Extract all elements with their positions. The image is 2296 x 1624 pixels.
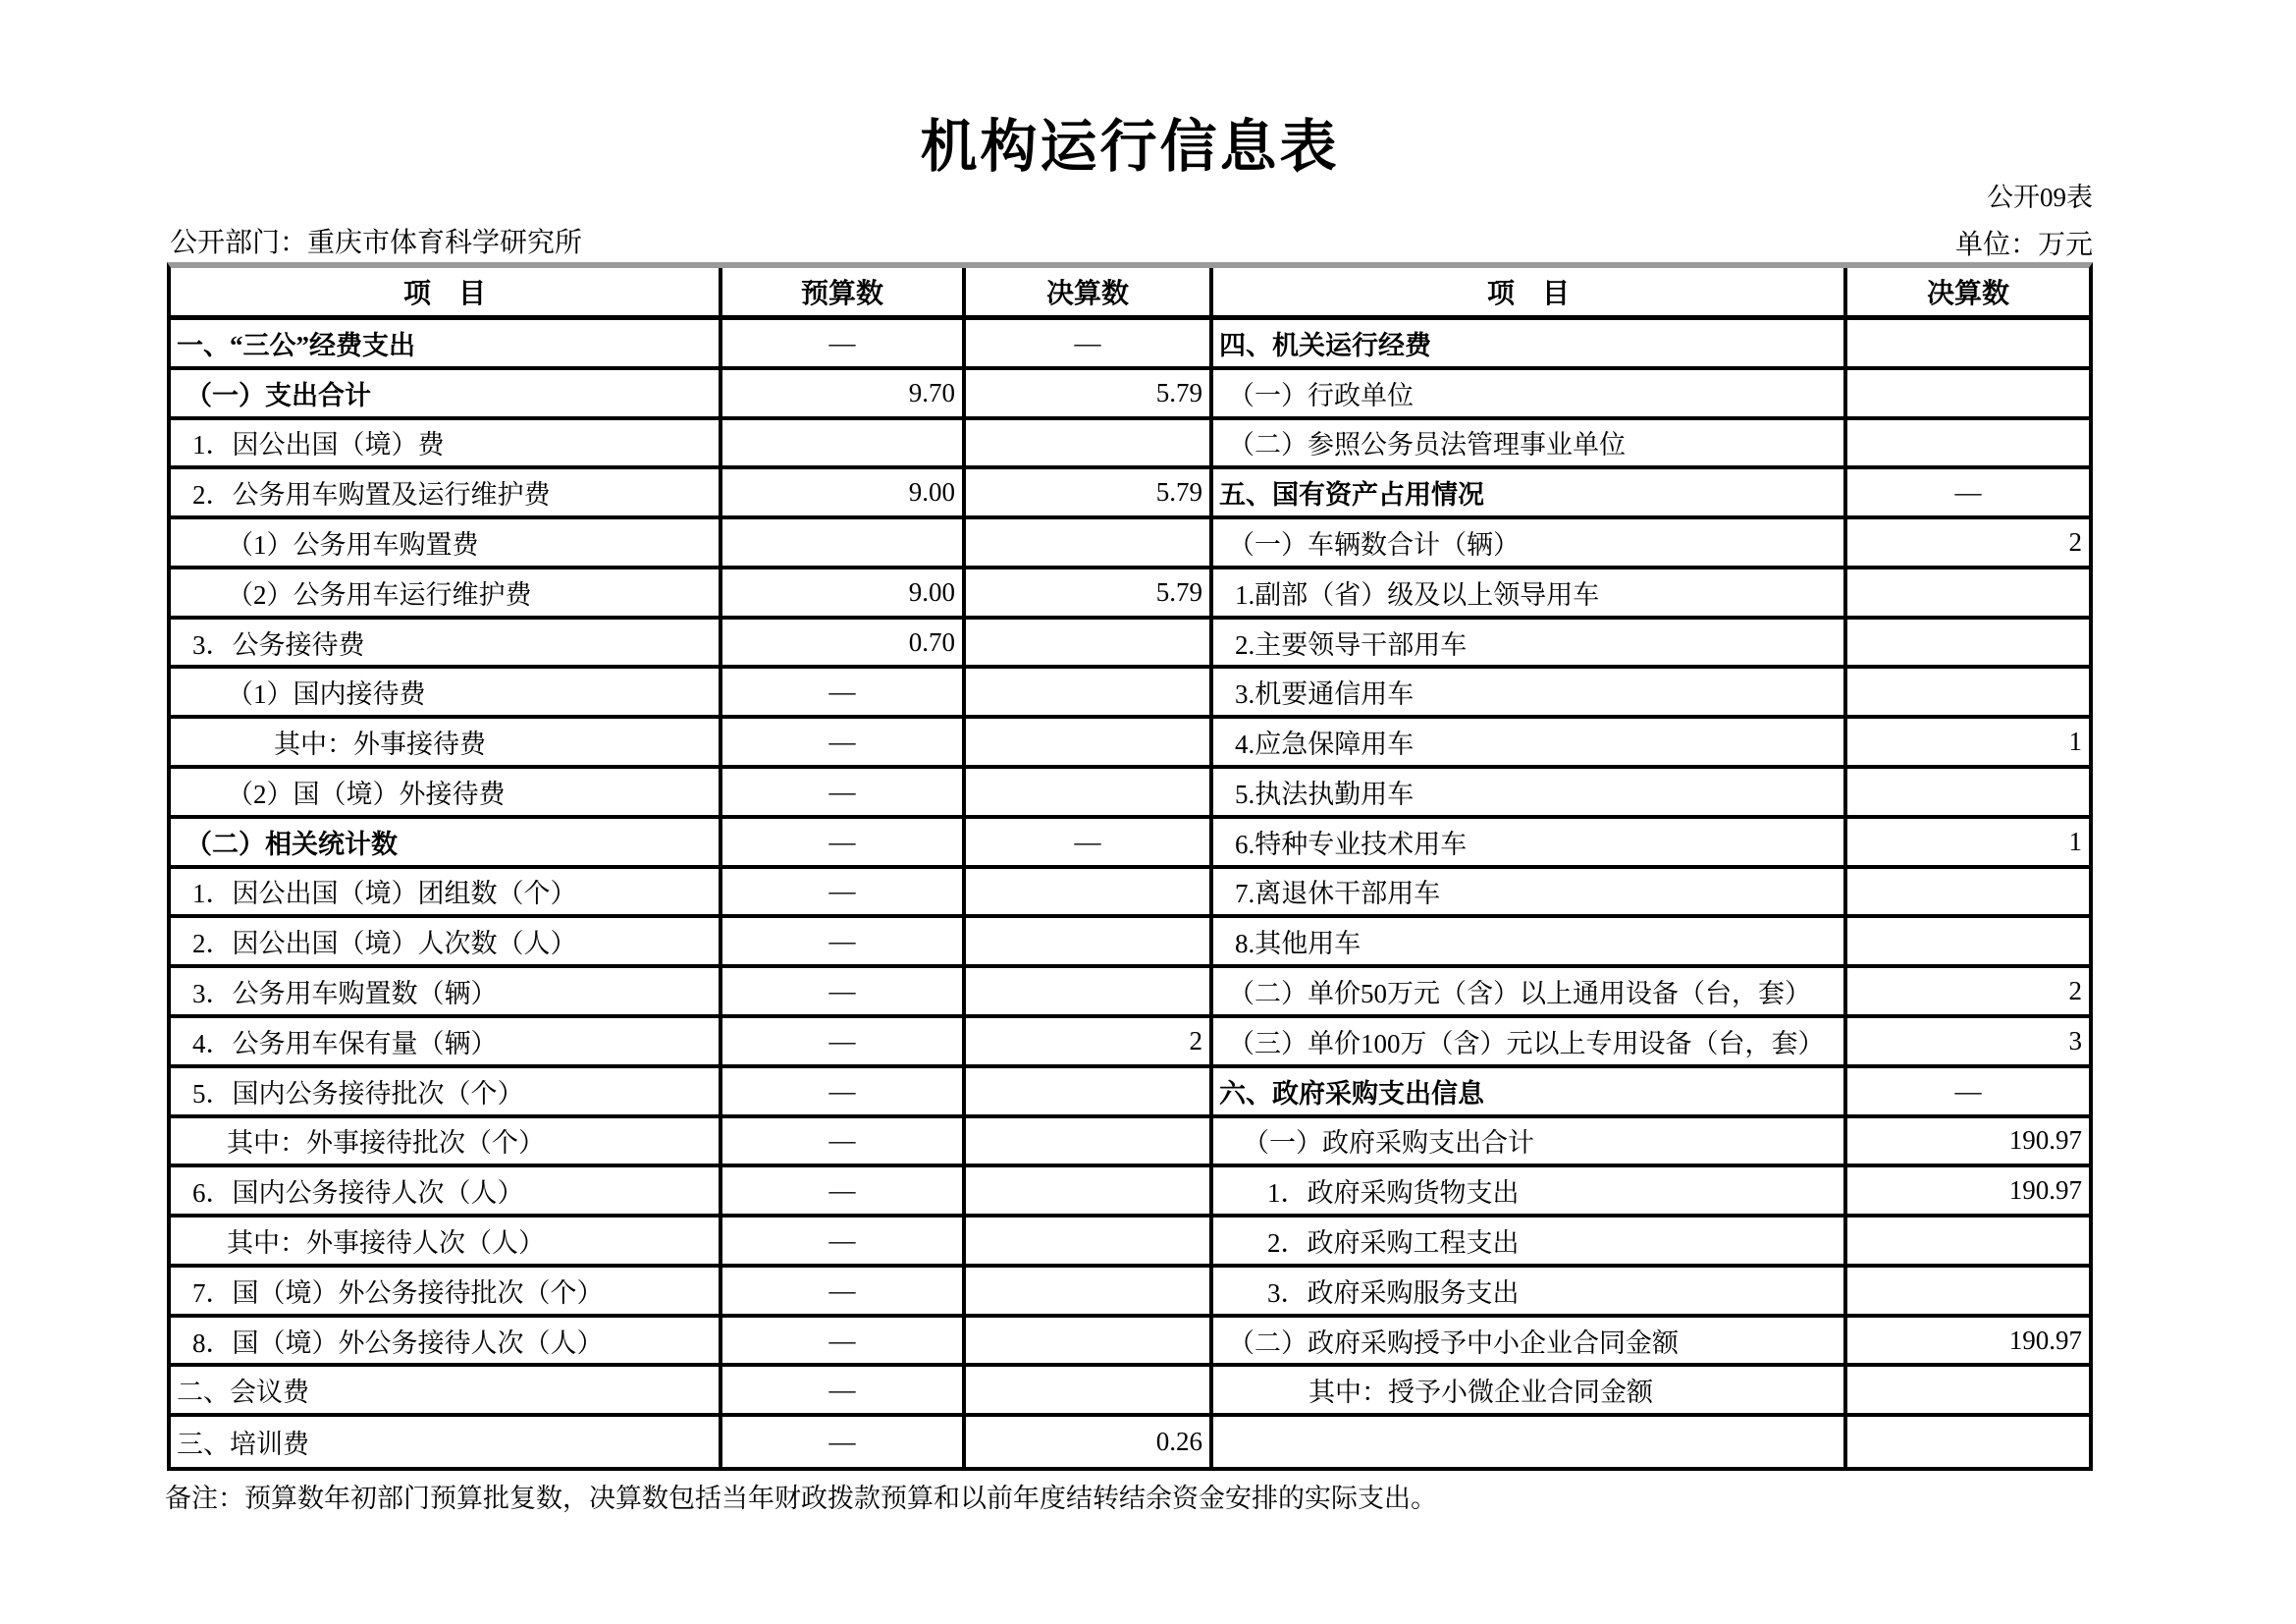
final-value-cell-left: 5.79 [966, 469, 1213, 519]
item-cell-left: （一）支出合计 [171, 370, 722, 420]
final-value-cell-right: 190.97 [1847, 1318, 2089, 1368]
item-cell-left: 4．公务用车保有量（辆） [171, 1018, 722, 1068]
item-cell-right: 3．政府采购服务支出 [1213, 1268, 1847, 1318]
budget-value-cell: — [722, 769, 966, 819]
budget-value-cell: 9.00 [722, 569, 966, 620]
budget-value-cell: — [722, 719, 966, 769]
final-value-cell-right [1847, 1417, 2089, 1467]
final-value-cell-left [966, 769, 1213, 819]
final-value-cell-left [966, 1068, 1213, 1118]
item-cell-left: （2）公务用车运行维护费 [171, 569, 722, 620]
final-value-cell-right [1847, 669, 2089, 719]
item-cell-right: 四、机关运行经费 [1213, 320, 1847, 370]
item-cell-left: 1．因公出国（境）团组数（个） [171, 869, 722, 919]
item-cell-right: （一）车辆数合计（辆） [1213, 519, 1847, 569]
item-cell-left: （1）公务用车购置费 [171, 519, 722, 569]
budget-value-cell: — [722, 1318, 966, 1368]
final-value-cell-left [966, 620, 1213, 670]
final-value-cell-right: — [1847, 1068, 2089, 1118]
item-cell-right: 5.执法执勤用车 [1213, 769, 1847, 819]
final-value-cell-left [966, 869, 1213, 919]
item-cell-left: 7．国（境）外公务接待批次（个） [171, 1268, 722, 1318]
item-cell-right: 五、国有资产占用情况 [1213, 469, 1847, 519]
final-value-cell-right: 1 [1847, 719, 2089, 769]
final-value-cell-left [966, 1218, 1213, 1268]
budget-value-cell: — [722, 1367, 966, 1417]
final-value-cell-right [1847, 420, 2089, 470]
final-value-cell-right: 3 [1847, 1018, 2089, 1068]
footnote: 备注：预算数年初部门预算批复数，决算数包括当年财政拨款预算和以前年度结转结余资金安排的实际支出。 [165, 1484, 1437, 1513]
item-cell-left: 5．国内公务接待批次（个） [171, 1068, 722, 1118]
final-value-cell-right [1847, 869, 2089, 919]
item-cell-right: 六、政府采购支出信息 [1213, 1068, 1847, 1118]
final-value-cell-right [1847, 1268, 2089, 1318]
budget-value-cell: — [722, 1167, 966, 1218]
item-cell-right: 1.副部（省）级及以上领导用车 [1213, 569, 1847, 620]
item-cell-right: （二）单价50万元（含）以上通用设备（台，套） [1213, 968, 1847, 1018]
item-cell-right: （二）参照公务员法管理事业单位 [1213, 420, 1847, 470]
form-code-label: 公开09表 [1987, 183, 2093, 212]
item-cell-left: 2．因公出国（境）人次数（人） [171, 918, 722, 968]
item-cell-left: 二、会议费 [171, 1367, 722, 1417]
page-title: 机构运行信息表 [920, 115, 1340, 179]
final-value-cell-right [1847, 620, 2089, 670]
budget-value-cell: 9.70 [722, 370, 966, 420]
final-value-cell-left [966, 1118, 1213, 1168]
item-cell-left: 三、培训费 [171, 1417, 722, 1467]
final-value-cell-left [966, 1167, 1213, 1218]
header-item-right: 项 目 [1213, 268, 1847, 320]
unit-label: 单位：万元 [1954, 230, 2093, 260]
item-cell-right: 4.应急保障用车 [1213, 719, 1847, 769]
final-value-cell-left [966, 719, 1213, 769]
final-value-cell-right: 190.97 [1847, 1167, 2089, 1218]
item-cell-right: （一）政府采购支出合计 [1213, 1118, 1847, 1168]
item-cell-left: （1）国内接待费 [171, 669, 722, 719]
final-value-cell-right [1847, 569, 2089, 620]
item-cell-left: 其中：外事接待批次（个） [171, 1118, 722, 1168]
budget-value-cell: — [722, 869, 966, 919]
budget-value-cell: — [722, 1268, 966, 1318]
final-value-cell-right: 190.97 [1847, 1118, 2089, 1168]
item-cell-left: 8．国（境）外公务接待人次（人） [171, 1318, 722, 1368]
item-cell-left: （2）国（境）外接待费 [171, 769, 722, 819]
budget-value-cell: — [722, 918, 966, 968]
budget-value-cell: — [722, 1018, 966, 1068]
item-cell-left: （二）相关统计数 [171, 819, 722, 869]
final-value-cell-right [1847, 370, 2089, 420]
header-item-left: 项 目 [171, 268, 722, 320]
item-cell-right [1213, 1417, 1847, 1467]
budget-value-cell: — [722, 1417, 966, 1467]
item-cell-right: 7.离退休干部用车 [1213, 869, 1847, 919]
header-final-left: 决算数 [966, 268, 1213, 320]
item-cell-right: 其中：授予小微企业合同金额 [1213, 1367, 1847, 1417]
item-cell-right: 1．政府采购货物支出 [1213, 1167, 1847, 1218]
final-value-cell-right: 2 [1847, 519, 2089, 569]
final-value-cell-left: 2 [966, 1018, 1213, 1068]
item-cell-left: 2．公务用车购置及运行维护费 [171, 469, 722, 519]
item-cell-left: 其中：外事接待人次（人） [171, 1218, 722, 1268]
final-value-cell-left: — [966, 819, 1213, 869]
budget-value-cell: — [722, 1118, 966, 1168]
item-cell-right: （二）政府采购授予中小企业合同金额 [1213, 1318, 1847, 1368]
budget-value-cell [722, 519, 966, 569]
final-value-cell-left: 5.79 [966, 370, 1213, 420]
final-value-cell-right [1847, 320, 2089, 370]
item-cell-left: 其中：外事接待费 [171, 719, 722, 769]
budget-value-cell: — [722, 1218, 966, 1268]
budget-value-cell: — [722, 819, 966, 869]
item-cell-left: 3．公务接待费 [171, 620, 722, 670]
item-cell-right: 2．政府采购工程支出 [1213, 1218, 1847, 1268]
final-value-cell-left [966, 1268, 1213, 1318]
item-cell-right: （三）单价100万（含）元以上专用设备（台，套） [1213, 1018, 1847, 1068]
item-cell-left: 1．因公出国（境）费 [171, 420, 722, 470]
final-value-cell-left [966, 420, 1213, 470]
item-cell-left: 3．公务用车购置数（辆） [171, 968, 722, 1018]
final-value-cell-left [966, 918, 1213, 968]
budget-value-cell: — [722, 669, 966, 719]
item-cell-left: 6．国内公务接待人次（人） [171, 1167, 722, 1218]
final-value-cell-right [1847, 1218, 2089, 1268]
final-value-cell-right: 1 [1847, 819, 2089, 869]
final-value-cell-right [1847, 769, 2089, 819]
info-table [167, 262, 2093, 1471]
final-value-cell-left: 5.79 [966, 569, 1213, 620]
budget-value-cell: — [722, 968, 966, 1018]
final-value-cell-left [966, 1367, 1213, 1417]
final-value-cell-left: — [966, 320, 1213, 370]
department-label: 公开部门：重庆市体育科学研究所 [170, 228, 583, 258]
final-value-cell-right: — [1847, 469, 2089, 519]
final-value-cell-left [966, 669, 1213, 719]
final-value-cell-right [1847, 1367, 2089, 1417]
item-cell-right: 8.其他用车 [1213, 918, 1847, 968]
budget-value-cell: — [722, 320, 966, 370]
item-cell-right: 3.机要通信用车 [1213, 669, 1847, 719]
final-value-cell-left [966, 968, 1213, 1018]
item-cell-right: 6.特种专业技术用车 [1213, 819, 1847, 869]
budget-value-cell: 9.00 [722, 469, 966, 519]
final-value-cell-right [1847, 918, 2089, 968]
header-budget-left: 预算数 [722, 268, 966, 320]
item-cell-right: 2.主要领导干部用车 [1213, 620, 1847, 670]
budget-value-cell: 0.70 [722, 620, 966, 670]
final-value-cell-left [966, 1318, 1213, 1368]
item-cell-right: （一）行政单位 [1213, 370, 1847, 420]
item-cell-left: 一、“三公”经费支出 [171, 320, 722, 370]
final-value-cell-left [966, 519, 1213, 569]
budget-value-cell: — [722, 1068, 966, 1118]
final-value-cell-right: 2 [1847, 968, 2089, 1018]
final-value-cell-left: 0.26 [966, 1417, 1213, 1467]
budget-value-cell [722, 420, 966, 470]
header-final-right: 决算数 [1847, 268, 2089, 320]
